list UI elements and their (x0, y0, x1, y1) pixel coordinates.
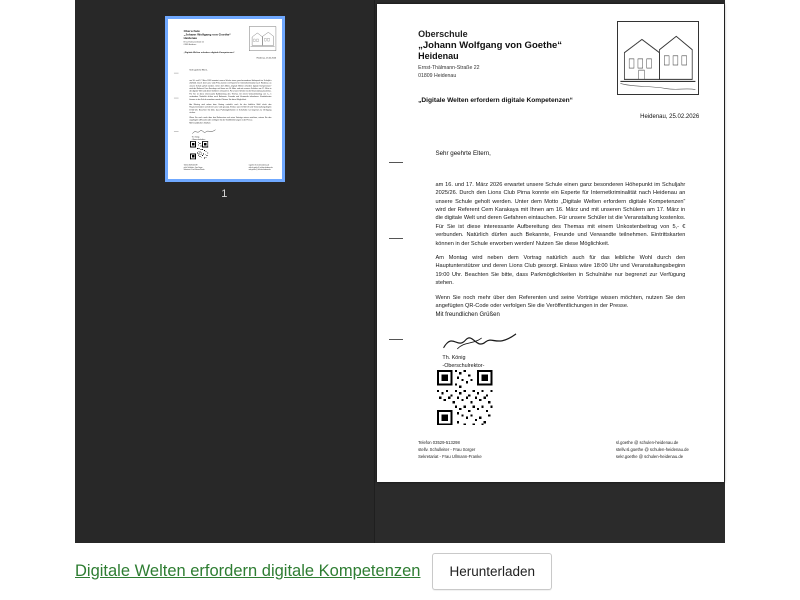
address-line-1: Ernst-Thälmann-Straße 22 (183, 41, 204, 44)
body-paragraph: Am Montag wird neben dem Vortrag natürlich auch für das leibliche Wohl durch den Hauptunterstützer und deren Lions Club gesorgt. Einlass wäre 18:00 Uhr und Veranstaltungsbeginn 19:00 Uhr. Beachten Sie bitte, dass Parkmöglichkeiten in Schulnähe nur begrenzt zur Verfügung stehen. (435, 254, 686, 287)
body-paragraph: Am Montag wird neben dem Vortrag natürlich auch für das leibliche Wohl durch den Hauptunterstützer und deren Lions Club gesorgt. Einlass wäre 18:00 Uhr und Veranstaltungsbeginn 19:00 Uhr. Beachten Sie bitte, dass Parkmöglichkeiten in Schulnähe nur begrenzt zur Verfügung stehen. (188, 103, 271, 114)
footer-line: sekr.goethe @ schulen-heidenau.de (615, 453, 684, 459)
document-content (377, 4, 724, 482)
body-paragraph: Wenn Sie noch mehr über den Referenten und seine Vorträge wissen möchten, nutzen Sie den angefügten QR-Code oder verfolgen Sie die Veröffentlichungen in der Presse. (435, 294, 686, 309)
org-city: Heidenau (418, 51, 459, 62)
footer-line: stellv. Schulleiter - Frau Sorger (418, 447, 476, 453)
org-name: „Johann Wolfgang von Goethe“ (183, 32, 231, 37)
signature-block (442, 354, 484, 370)
signer-role: -Oberschulrektor- (191, 138, 205, 141)
document-preview-small (170, 21, 280, 177)
margin-tick (389, 162, 403, 163)
letterhead (183, 29, 246, 46)
page-view-area[interactable] (375, 0, 725, 543)
letter-footer (418, 440, 689, 460)
letter-body (435, 181, 686, 319)
signer-role: -Oberschulrektor- (442, 363, 485, 369)
closing-line: Mit freundlichen Grüßen (435, 312, 500, 319)
body-paragraph: am 16. und 17. März 2026 erwartet unsere Schule einen ganz besonderen Höhepunkt im Schuljahr 2025/26. Durch den Lions Club Pirna konnte ein Experte für Internetkriminalität nach Heidenau an unsere Schule geholt werden. Unter dem Motto „Digitale Welten erfordern digitale Kompetenzen“ wird der Referent Cem Karakaya mit Ihnen am 16. März und mit unseren Schülern am 17. März in die digitale Welt und deren Gefahren eintauchen. Für unsere Schüler ist die Veranstaltung kostenlos. Für Sie ist diese interessante Aufbereitung des Themas mit einem Unkostenbeitrag von 5,- € verbunden. Natürlich dürfen auch Bekannte, Freunde und Verwandte teilnehmen. Eintrittskarten können in der Schule erworben werden! Nutzen Sie diese Möglichkeit. (188, 79, 271, 101)
download-button[interactable]: Herunterladen (432, 553, 552, 590)
address-line-2: 01809 Heidenau (183, 43, 196, 46)
bottom-bar (0, 543, 800, 600)
footer-contact-right (616, 440, 689, 460)
org-prefix: Oberschule (183, 29, 200, 33)
footer-line: Telefon 03529-513298 (183, 164, 197, 166)
margin-tick (389, 238, 403, 239)
footer-line: sl.goethe @ schulen-heidenau.de (615, 440, 679, 446)
place-and-date: Heidenau, 25.02.2026 (640, 113, 700, 120)
thumbnail-page-1[interactable] (165, 16, 285, 182)
letter-body (189, 79, 271, 124)
footer-line: stellv. Schulleiter - Frau Sorger (183, 166, 202, 169)
thumbnail-page-number: 1 (221, 188, 228, 200)
footer-line: Sekretariat - Frau Ullmann-Franke (418, 453, 482, 459)
letter-footer (183, 164, 272, 171)
document-subject: „Digitale Welten erfordern digitale Kompetenzen“ (183, 51, 235, 54)
pdf-viewer (75, 0, 725, 543)
thumbnail-scaler (170, 21, 280, 177)
signer-name: Th. König (191, 136, 199, 139)
thumbnail-sidebar (75, 0, 375, 543)
footer-contact-left (418, 440, 482, 460)
letterhead (418, 28, 609, 81)
salutation: Sehr geehrte Eltern, (435, 149, 491, 157)
footer-line: Sekretariat - Frau Ullmann-Franke (183, 168, 205, 171)
school-building-logo (617, 21, 699, 95)
left-gutter (0, 0, 75, 543)
right-gutter (725, 0, 800, 543)
org-prefix: Oberschule (418, 28, 468, 39)
thumbnail-page-preview (170, 21, 280, 177)
body-paragraph: Wenn Sie noch mehr über den Referenten und seine Vorträge wissen möchten, nutzen Sie den angefügten QR-Code oder verfolgen Sie die Veröffentlichungen in der Presse. (188, 116, 271, 122)
body-paragraph: am 16. und 17. März 2026 erwartet unsere Schule einen ganz besonderen Höhepunkt im Schuljahr 2025/26. Durch den Lions Club Pirna konnte ein Experte für Internetkriminalität nach Heidenau an unsere Schule geholt werden. Unter dem Motto „Digitale Welten erfordern digitale Kompetenzen“ wird der Referent Cem Karakaya mit Ihnen am 16. März und mit unseren Schülern am 17. März in die digitale Welt und deren Gefahren eintauchen. Für unsere Schüler ist die Veranstaltung kostenlos. Für Sie ist diese interessante Aufbereitung des Themas mit einem Unkostenbeitrag von 5,- € verbunden. Natürlich dürfen auch Bekannte, Freunde und Verwandte teilnehmen. Eintrittskarten können in der Schule erworben werden! Nutzen Sie diese Möglichkeit. (435, 181, 686, 247)
signature-icon (191, 128, 216, 136)
footer-line: stellv.sl.goethe @ schulen-heidenau.de (615, 447, 689, 453)
document-page-1[interactable] (377, 4, 724, 482)
footer-line: stellv.sl.goethe @ schulen-heidenau.de (248, 166, 273, 169)
footer-line: sl.goethe @ schulen-heidenau.de (248, 164, 269, 166)
document-subject: „Digitale Welten erfordern digitale Kompetenzen“ (418, 97, 573, 105)
place-and-date: Heidenau, 25.02.2026 (256, 57, 276, 60)
address-line-1: Ernst-Thälmann-Straße 22 (418, 65, 480, 72)
salutation: Sehr geehrte Eltern, (188, 68, 208, 72)
school-building-logo (249, 27, 276, 51)
footer-contact-left (183, 164, 204, 171)
footer-line: Telefon 03529-513298 (418, 440, 460, 446)
address-line-2: 01809 Heidenau (418, 72, 457, 79)
org-name: „Johann Wolfgang von Goethe“ (418, 40, 563, 52)
signature-icon (442, 329, 518, 353)
org-city: Heidenau (183, 36, 197, 40)
footer-contact-right (248, 164, 272, 171)
qr-code (437, 370, 493, 425)
margin-tick (389, 339, 403, 340)
footer-line: sekr.goethe @ schulen-heidenau.de (248, 168, 271, 171)
document-title-link[interactable]: Digitale Welten erfordern digitale Kompetenzen (75, 562, 421, 580)
closing-line: Mit freundlichen Grüßen (188, 122, 211, 125)
signer-name: Th. König (442, 354, 466, 361)
